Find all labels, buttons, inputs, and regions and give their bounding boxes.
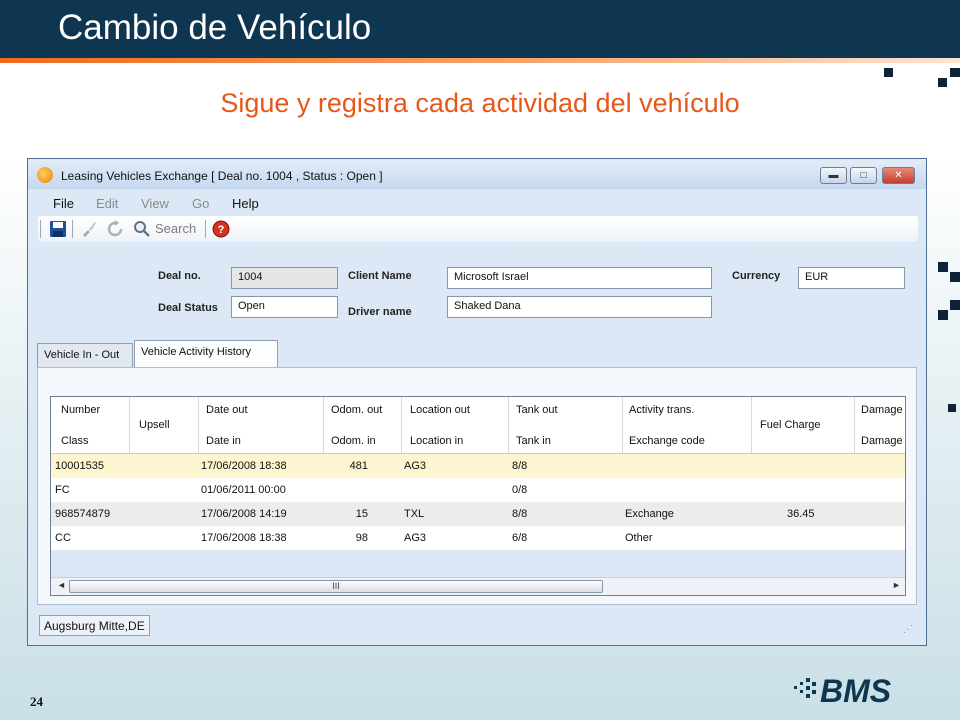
header-location-out[interactable]: Location out	[410, 404, 470, 416]
decor-square	[938, 262, 948, 272]
column-divider	[129, 397, 130, 453]
cell-activity: Exchange	[625, 508, 674, 520]
cell-date: 01/06/2011 00:00	[201, 484, 286, 496]
header-date-in[interactable]: Date in	[206, 435, 241, 447]
window-titlebar[interactable]	[28, 159, 926, 189]
driver-name-label: Driver name	[348, 306, 412, 318]
driver-name-field[interactable]: Shaked Dana	[447, 296, 712, 318]
cell-tank: 0/8	[512, 484, 528, 496]
horizontal-scrollbar[interactable]	[51, 577, 905, 596]
header-exchange-code[interactable]: Exchange code	[629, 435, 705, 447]
minimize-button[interactable]: ▬	[820, 167, 847, 184]
cell-number: FC	[55, 484, 70, 496]
brush-icon[interactable]	[80, 220, 98, 238]
toolbar-separator	[72, 220, 73, 238]
header-odom-in[interactable]: Odom. in	[331, 435, 376, 447]
close-button[interactable]: ✕	[882, 167, 915, 184]
cell-number: CC	[55, 532, 71, 544]
menu-help[interactable]: Help	[232, 196, 259, 211]
svg-text:?: ?	[217, 224, 225, 236]
cell-date: 17/06/2008 14:19	[201, 508, 287, 520]
status-location: Augsburg Mitte,DE	[39, 615, 150, 636]
cell-date: 17/06/2008 18:38	[201, 532, 287, 544]
save-icon[interactable]	[49, 220, 67, 238]
toolbar-separator	[205, 220, 206, 238]
header-activity-trans[interactable]: Activity trans.	[629, 404, 695, 416]
menu-file[interactable]: File	[53, 196, 74, 211]
tab-vehicle-in-out[interactable]: Vehicle In - Out	[37, 343, 133, 367]
deal-status-field[interactable]: Open	[231, 296, 338, 318]
column-divider	[198, 397, 199, 453]
column-divider	[854, 397, 855, 453]
maximize-button[interactable]: □	[850, 167, 877, 184]
menu-bar	[28, 191, 926, 215]
app-window	[27, 158, 927, 646]
deal-status-label: Deal Status	[158, 302, 218, 314]
column-divider	[508, 397, 509, 453]
toolbar	[38, 216, 918, 242]
cell-tank: 8/8	[512, 460, 528, 472]
header-damage[interactable]: Damage	[861, 404, 903, 416]
header-upsell[interactable]: Upsell	[139, 419, 170, 431]
menu-view[interactable]: View	[141, 196, 169, 211]
decor-square	[948, 404, 956, 412]
cell-location: AG3	[404, 460, 427, 472]
header-date-out[interactable]: Date out	[206, 404, 248, 416]
activity-grid	[50, 396, 906, 596]
decor-square	[950, 272, 960, 282]
decor-square	[938, 310, 948, 320]
table-row[interactable]	[51, 526, 905, 550]
toolbar-separator	[40, 220, 41, 238]
column-divider	[751, 397, 752, 453]
menu-edit[interactable]: Edit	[96, 196, 119, 211]
scroll-right-arrow-icon[interactable]: ►	[892, 580, 901, 590]
currency-field[interactable]: EUR	[798, 267, 905, 289]
menu-go[interactable]: Go	[192, 196, 210, 211]
header-tank-out[interactable]: Tank out	[516, 404, 558, 416]
cell-number: 968574879	[55, 508, 111, 520]
cell-tank: 6/8	[512, 532, 528, 544]
grid-header	[51, 397, 905, 454]
window-title: Leasing Vehicles Exchange [ Deal no. 1004 , Status : Open ]	[61, 169, 383, 183]
cell-odom: 481	[349, 460, 368, 472]
decor-square	[950, 300, 960, 310]
decor-square	[884, 68, 893, 77]
cell-date: 17/06/2008 18:38	[201, 460, 287, 472]
tab-vehicle-activity-history[interactable]: Vehicle Activity History	[134, 340, 278, 368]
header-number[interactable]: Number	[61, 404, 101, 416]
header-class[interactable]: Class	[61, 435, 89, 447]
slide-title: Cambio de Vehículo	[58, 8, 372, 47]
help-icon[interactable]	[212, 220, 230, 238]
header-tank-in[interactable]: Tank in	[516, 435, 551, 447]
app-icon	[37, 167, 53, 183]
table-row[interactable]	[51, 478, 905, 502]
refresh-icon[interactable]	[106, 220, 124, 238]
cell-number: 10001535	[55, 460, 104, 472]
column-divider	[622, 397, 623, 453]
cell-activity: Other	[625, 532, 653, 544]
slide-number: 24	[30, 694, 43, 709]
status-bar	[37, 613, 917, 639]
scroll-left-arrow-icon[interactable]: ◄	[57, 580, 66, 590]
search-icon[interactable]	[133, 220, 151, 238]
table-row[interactable]	[51, 502, 905, 526]
table-row[interactable]	[51, 454, 905, 478]
scroll-thumb[interactable]: III	[69, 580, 603, 593]
cell-odom: 15	[355, 508, 368, 520]
slide-title-bar	[0, 0, 960, 58]
bms-logo-text: BMS	[820, 673, 892, 706]
activity-history-panel	[37, 367, 917, 605]
search-button-label[interactable]: Search	[155, 221, 197, 236]
bms-logo	[792, 672, 904, 706]
header-damage[interactable]: Damage	[861, 435, 903, 447]
column-divider	[323, 397, 324, 453]
cell-location: AG3	[404, 532, 427, 544]
column-divider	[401, 397, 402, 453]
title-underline	[0, 58, 960, 63]
decor-square	[938, 78, 947, 87]
deal-no-label: Deal no.	[158, 270, 201, 282]
cell-fuel: 36.45	[787, 508, 815, 520]
header-odom-out[interactable]: Odom. out	[331, 404, 383, 416]
cell-odom: 98	[355, 532, 368, 544]
client-name-field[interactable]: Microsoft Israel	[447, 267, 712, 289]
slide-subtitle: Sigue y registra cada actividad del vehículo	[220, 88, 740, 118]
header-location-in[interactable]: Location in	[410, 435, 464, 447]
header-fuel-charge[interactable]: Fuel Charge	[760, 419, 821, 431]
cell-tank: 8/8	[512, 508, 528, 520]
resize-grip-icon[interactable]: ⋰	[903, 624, 913, 635]
cell-location: TXL	[404, 508, 425, 520]
client-name-label: Client Name	[348, 270, 412, 282]
currency-label: Currency	[732, 270, 781, 282]
decor-square	[950, 68, 960, 77]
deal-no-field[interactable]: 1004	[231, 267, 338, 289]
